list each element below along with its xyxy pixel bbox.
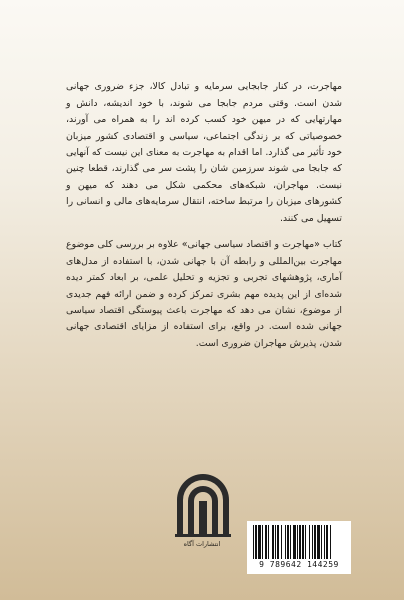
publisher-logo-icon	[174, 470, 232, 540]
blurb-paragraph-1: مهاجرت، در کنار جابجایی سرمایه و تبادل کالا، جزء ضروری جهانی شدن است. وقتی مردم جابجا می شوند، با خود اندیشه، دانش و مهارتهایی که در میهن خود کسب کرده اند را به همراه می آورند، خصوصیاتی که بر زندگی اجتماعی، سیاسی و اقتصادی کشور میزبان خود تأثیر می گذارد. اما اقدام به مهاجرت به معنای این نیست که آنهایی که جابجا می شوند سرزمین شان را پشت سر می گذارند، قطعا چنین نیست. مهاجران، شبکه‌های محکمی شکل می دهند که میهن و کشورهای میزبان را مرتبط ساخته، انتقال سرمایه‌های مالی و انسانی را تسهیل می کنند.	[66, 81, 342, 224]
barcode-bars-icon	[253, 525, 345, 559]
blurb-paragraph-2: کتاب «مهاجرت و اقتصاد سیاسی جهانی» علاوه بر بررسی کلی موضوع مهاجرت بین‌المللی و رابطه آن با جهانی شدن، با استفاده از مدل‌های آماری، پژوهشهای تجربی و تجزیه و تحلیل علمی، بر ابعاد کمتر دیده شده‌ای از این پدیده مهم بشری تمرکز کرده و ضمن ارائه فهم جدیدی از موضوع، نشان می دهد که مهاجرت باعث پیوستگی اقتصاد سیاسی جهانی شده است. در واقع، برای استفاده از مزایای اقتصادی جهانی شدن، پذیرش مهاجران ضروری است.	[66, 239, 342, 349]
isbn-number: 9 789642 144259	[259, 560, 339, 569]
publisher-name: انتشارات آگاه	[183, 540, 221, 548]
isbn-barcode	[247, 521, 351, 574]
